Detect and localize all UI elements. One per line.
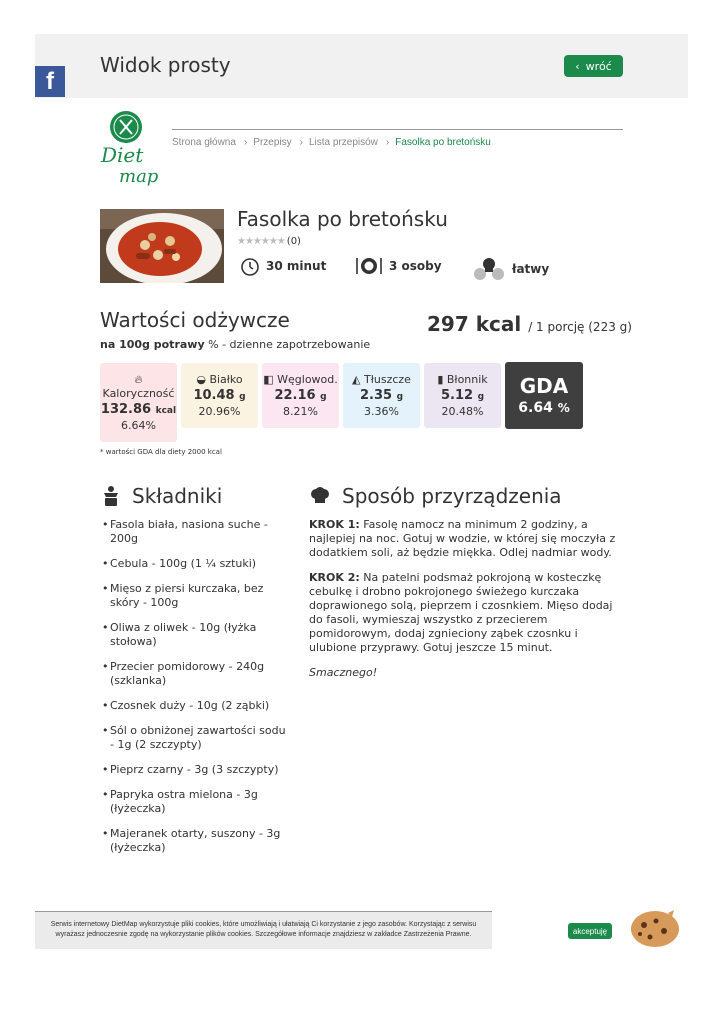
prep-time	[240, 256, 326, 276]
gda-note: * wartości GDA dla diety 2000 kcal	[100, 448, 222, 456]
chef-hats-icon	[472, 256, 506, 282]
method-heading: Sposób przyrządzenia	[310, 484, 562, 508]
bowl-icon: ◒	[196, 373, 206, 386]
cookie-banner	[35, 911, 492, 949]
kcal-value: 297 kcal	[427, 312, 522, 336]
ingredient-item: • Mięso z piersi kurczaka, bez skóry - 100g	[102, 582, 287, 610]
back-button-label: wróć	[585, 59, 612, 73]
gda-box: GDA 6.64 %	[505, 362, 583, 429]
svg-text:Diet: Diet	[101, 143, 144, 167]
breadcrumb-divider	[172, 129, 623, 130]
cookie-icon	[628, 907, 682, 949]
closing-text: Smacznego!	[309, 666, 378, 679]
facebook-icon[interactable]: f	[35, 66, 65, 97]
servings	[355, 256, 442, 276]
top-bar	[35, 34, 688, 98]
plate-cutlery-icon	[355, 256, 383, 276]
rating-stars[interactable]	[237, 236, 301, 247]
drop-icon: ◭	[352, 373, 361, 386]
nutrient-card-calories: 🔥︎ Kaloryczność 132.86 kcal 6.64%	[100, 363, 177, 442]
breadcrumb-item-home[interactable]: Strona główna	[172, 137, 236, 148]
chevron-right-icon: ›	[243, 137, 248, 148]
nutrition-title: Wartości odżywcze	[100, 308, 290, 332]
svg-text:map: map	[119, 166, 159, 187]
prep-time-value: 30 minut	[266, 259, 327, 273]
grain-icon: ▮	[437, 373, 444, 386]
nutrient-card-protein: ◒ Białko 10.48 g 20.96%	[181, 363, 258, 428]
chevron-left-icon: ‹	[575, 59, 580, 73]
ingredient-item: • Majeranek otarty, suszony - 3g (łyżeczka)	[102, 827, 287, 855]
cookie-text: Serwis internetowy DietMap wykorzystuje pliki cookies, które umożliwiają i ułatwiają Ci korzystanie z jego zasobów. Korzystając z serwisu wyrażasz jednoczesnie zgodę na wykorzystanie plików cookies. Szczegółowe informacje znajdziesz w zakładce Zastrzeżenia Prawne.	[50, 921, 477, 938]
nutrient-card-fiber: ▮ Błonnik 5.12 g 20.48%	[424, 363, 501, 428]
nutrient-card-fat: ◭ Tłuszcze 2.35 g 3.36%	[343, 363, 420, 428]
breadcrumb-item-list[interactable]: Lista przepisów	[308, 137, 378, 148]
accept-cookies-button[interactable]: akceptuję	[568, 923, 612, 939]
clock-icon	[240, 256, 260, 276]
scale-icon	[102, 485, 120, 507]
ingredient-item: • Cebula - 100g (1 ¼ sztuki)	[102, 557, 287, 571]
nutrition-subtitle: na 100g potrawy % - dzienne zapotrzebowanie	[100, 338, 371, 351]
chevron-right-icon: ›	[299, 137, 303, 148]
kcal-total	[427, 312, 632, 336]
ingredient-item: • Sól o obniżonej zawartości sodu - 1g (2 szczypty)	[102, 724, 287, 752]
chevron-right-icon: ›	[385, 137, 390, 148]
ingredient-item: • Oliwa z oliwek - 10g (łyżka stołowa)	[102, 621, 287, 649]
page-title: Widok prosty	[100, 53, 231, 77]
ingredient-item: • Czosnek duży - 10g (2 ząbki)	[102, 699, 287, 713]
breadcrumb-item-recipes[interactable]: Przepisy	[253, 137, 292, 148]
star-icon: ★★★★★★	[237, 236, 285, 247]
gda-label: GDA	[519, 374, 569, 398]
back-button[interactable]	[564, 55, 623, 77]
servings-value: 3 osoby	[389, 259, 442, 273]
gda-value: 6.64	[518, 400, 553, 416]
breadcrumb	[172, 137, 491, 148]
chef-hat-icon	[310, 487, 330, 505]
dietmap-logo[interactable]	[99, 110, 163, 188]
ingredient-item: • Fasola biała, nasiona suche - 200g	[102, 518, 287, 546]
ingredient-item: • Pieprz czarny - 3g (3 szczypty)	[102, 763, 287, 777]
step-1: KROK 1: Fasolę namocz na minimum 2 godziny, a najlepiej na noc. Gotuj w wodzie, w której się moczyła z dodatkiem soli, aż będzie miękka. Odlej nadmiar wody.	[309, 518, 616, 559]
ingredients-heading: Składniki	[102, 484, 222, 508]
cube-icon: ◧	[263, 373, 274, 386]
recipe-title: Fasolka po bretońsku	[237, 207, 448, 231]
method-steps	[309, 518, 627, 691]
difficulty	[472, 256, 549, 282]
rating-count: (0)	[286, 236, 301, 247]
difficulty-value: łatwy	[512, 262, 550, 276]
ingredients-list	[102, 518, 287, 866]
recipe-photo	[100, 209, 224, 283]
ingredient-item: • Przecier pomidorowy - 240g (szklanka)	[102, 660, 287, 688]
breadcrumb-item-current: Fasolka po bretońsku	[395, 137, 491, 148]
step-2: KROK 2: Na patelni podsmaż pokrojoną w kosteczkę cebulkę i drobno pokrojonego świeżego kurczaka doprawionego solą, pieprzem i czosnkiem. Mięso dodaj do fasoli, wymieszaj wszystko z przecierem pomidorowym, dodaj zgnieciony ząbek czosnku i ulubione przyprawy. Gotuj jeszcze 15 minut.	[309, 571, 613, 654]
ingredient-item: • Papryka ostra mielona - 3g (łyżeczka)	[102, 788, 287, 816]
kcal-portion: / 1 porcję (223 g)	[528, 320, 632, 334]
flame-icon: 🔥︎	[134, 373, 143, 386]
nutrient-card-carbs: ◧ Węglowod. 22.16 g 8.21%	[262, 363, 339, 428]
